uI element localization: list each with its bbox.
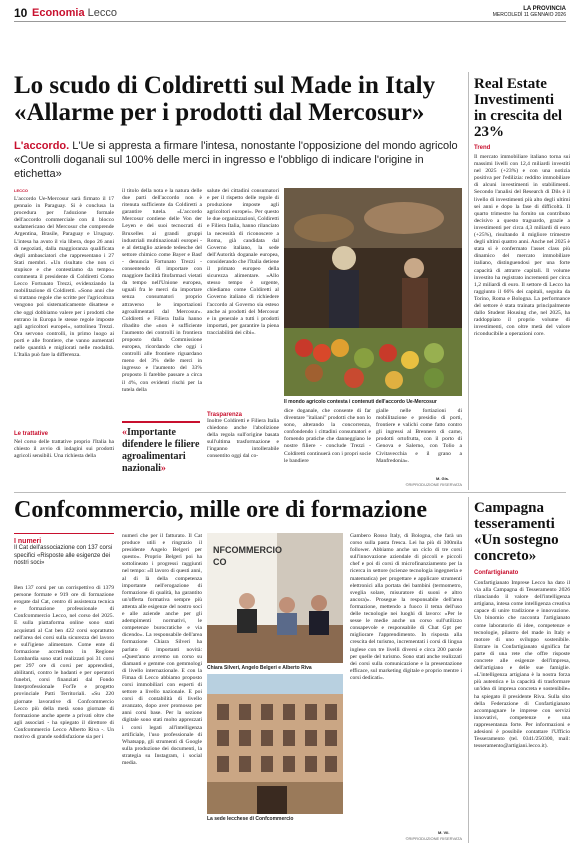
article1-subtitle-trattative: Le trattative <box>14 431 49 437</box>
article1-subhead-text: L'Ue si appresta a firmare l'intesa, nonostante l'opposizione del mondo agricolo «Controlli doganali sul 100% delle merci in ingresso e l'obbligo di indicare l'origine in etichetta» <box>14 140 458 180</box>
page-number: 10 <box>14 6 28 20</box>
sidebar1-text: Il mercato immobiliare italiano torna sui massimi livelli con 12,4 miliardi investiti nel 2025 (+23%) e con una notizia positiva per l'edilizia: reddito immobiliare di alcuni investimenti in stabilimenti. Secondo l'analisi del Research di Dils è il livello di investimenti più alto degli ultimi sei anni e dopo la fase di difficoltà. Il quarto trimestre ha fornito un contributo decisivo a questo traguardo, grazie a investimenti per circa 4,3 miliardi di euro (+25%), risultando il migliore trimestre degli ultimi quattro anni. Anche nel 2025 è stata si è confermato l'asset class più dinamico del mercato immobiliare italiano, distinguendosi per una forte capacità di attrarre capitali. Il volume investito ha registrato incrementi per circa 1,2 miliardi di euro. Il settore di Lecco ha raggiunto il 66% dei capitali, seguita da Torino, Roma e Bologna. La performance del settore è stata trainata principalmente dallo Student Housing che, nel 2025, ha raddoppiato il proprio volume di investimenti, con oltre metà del valore riconducibile a operazioni core. <box>474 154 570 338</box>
section-label <box>32 7 117 19</box>
article2-col1: Ben 137 corsi per un corrispettivo di 1379 persone formate e 919 ore di formazione erogate dal Cat, centro di assistenza tecnica e formazione professionale di Confcommercio Lecco, nel corso del 2025. E sulla piattaforma online sono stati acquistati al Cat ben 422 corsi soprattutto nell'area dei corsi sulla sicurezza del lavoro e sull'igiene alimentare. Come ente di formazione accreditato in Regione Lombardia sono stati realizzati poi 31 corsi per 297 ore di corsi per apprendisti, abilitanti, contro le badanti e per operatori funebri, corsi finanziati dal Fondo Interprofessionale ForTe e progetto provinciale Patti Territoriali. «Su 220 giornate lavorative di Confcommercio Lecco più della metà sono giornate di formazione anche aperte a privati oltre che agli associati - ha spiegato il direttore di Confcommercio Lecco Alberto Riva -. Un motivo di grande soddisfazione sia per i <box>14 585 114 740</box>
numbers-box-text: Il Cat dell'associazione con 137 corsi specifici «Risposte alle esigenze dei nostri soci» <box>14 545 113 566</box>
section-city: Lecco <box>87 7 117 19</box>
market-photo <box>284 188 462 396</box>
article1-col3b-wrap <box>207 412 279 488</box>
article1-headline: Lo scudo di Coldiretti sul Made in Italy «Allarme per i prodotti dal Mercosur» <box>14 72 436 126</box>
article1-subtitle-trasparenza: Trasparenza <box>207 412 243 418</box>
article1-col3: salute dei cittadini consumatori e per il rispetto delle regole di produzione imposte agli agricoltori europei». Per questo le due organizzazioni, Coldiretti e Filiera Italia, hanno rilanciato la necessità di riconoscere a Roma, già candidata dal Governo italiano, la sede dell'Autorità doganale europea, considerando che l'Italia detiene il primato europeo della sicurezza alimentare. «Allo stesso tempo è urgente, chiediamo come Coldiretti al Governo italiano di richiedere l'accordo al Governo sia esteso anche ai prodotti del Mercosur e in generale a tutti i prodotti importati, per garantire la piena tracciabilità dei cibi». <box>207 188 279 336</box>
article2-byline: M. Vil. <box>438 830 450 835</box>
article1-col1: L'accordo Ue-Mercosur sarà firmato il 17 gennaio in Paraguay. Si è conclusa la procedura per l'adozione formale dell'accordo commerciale con il blocco sudamericano del Mercosur che comprende Argentina, Brasile, Paraguay e Uruguay. L'intesa ha avuto il via libera, dopo 26 anni di negoziati, dalla maggioranza qualificata degli ambasciatori che rappresentano i 27 Stati membri. «Un risultato che non ci stupisce e che contestiamo da tempo» commenta il presidente di Coldiretti Como Lecco Fortunato Trezzi, evidenziando la mobilitazione di Coldiretti. «Sono anni che si trattano regole che scritte per l'agricoltura vengono poi sistematicamente disattese e che oggi dobbiamo valere per i prodotti che entrano in Europa le stesse regole imposte agli agricoltori europei», sottolinea Trezzi. Ora servono controlli, in primo luogo ai porti e alle frontiere, che vanno aumentati nelle quantità e migliorati nelle modalità. L'Italia può fare la differenza. <box>14 196 114 359</box>
pull-quote <box>122 421 200 475</box>
article1-col5: gialle nelle fortiazioni di mobilitazione e presidio di porti, frontiere e valichi come fatto contro gli ingressi al Brennero di carne, prodotti ortofrutta, con il porto di Genova e Salerno, con Tolio a Civitavecchia e il grano a Manfredonia». <box>376 408 462 464</box>
sidebar1-title: Real Estate Investimenti in crescita del 23% <box>474 76 563 140</box>
article1-col4: dice doganale, che consente di far diventare "italiani" prodotti che non lo sono, alterando la concorrenza, confondendo i cittadini consumatori e fornendo pratiche che danneggiano le nostre filiere - conclude Trezzi - Coldiretti continuerà con i propri socie le bandiere <box>284 408 371 464</box>
issue-date: MERCOLEDÌ 11 GENNAIO 2026 <box>492 12 566 18</box>
sidebar2-tag: Confartigianato <box>474 570 519 576</box>
numbers-box <box>14 533 114 568</box>
building-illustration <box>207 674 343 814</box>
masthead-title: LA PROVINCIA <box>523 6 566 12</box>
location-tag: LECCO <box>14 188 28 193</box>
article1-col1-end: Nel corso delle trattative proprio l'Italia ha chiesto il avvio di indagini sui prodotti agricoli sensibili. Una richiesta della <box>14 439 114 460</box>
pull-quote-text: Importante difendere le filiere agroalimentari nazionali <box>122 427 200 474</box>
article1-kicker: L'accordo. <box>14 140 70 152</box>
article2-copyright: ©RIPRODUZIONE RISERVATA <box>405 836 462 841</box>
column-divider <box>468 72 469 490</box>
quote-mark: « <box>122 427 127 438</box>
article1-col2: il titolo della nota e la natura delle due parti dell'accordo non è ritenuta sufficiente da Coldiretti a garantire tutela. «L'accordo Mercosur contiene delle Von der Leyen e dei suoi tecnocrati di Bruxelles ai grandi gruppi industriali multinazionali europei - e al dettaglio aziende tedesche del settore chimico come Bayer e Basf - denuncia Fortunato Trezzi - consentendo di importare con maggiore facilità fitofarmaci vietati da tempo nell'Unione europea, uguali fra le merci da importare senza consumatori proprio attraverso le importazioni agroalimentari dal Mercosur». Coldiretti e Filiera Italia hanno ribadito che «non è sufficiente l'aumento dei controlli in frontiera proposto dalla Commissione europea, ricordando che oggi i controlli alle frontiere riguardano meno del 3% delle merci in ingresso e l'aumento del 33% proposto li farebbe passare a circa il 4%, con evidenti rischi per la tutela della <box>122 188 202 393</box>
section-separator <box>14 492 566 493</box>
article2-col4: Gambero Rosso Italy, di Bologna, che farà un corso sulla pasta fresca. Lei ha più di 300mila follower. Abbiamo anche un ciclo di tre corsi sull'innovazione aziendale di piccoli e piccoli chef e poi di corsi di microfinanziamento per la ricerca in settore (scienze tecnologia ingegneria e matematica) per progettare e applicare strumenti elettronici alla portata dei bambini (termometro, sveglia solare, misuratore di suoni e altro ancora)». Prosegue la responsabile dell'area formazione, mettendo a fuoco il tema dell'uso delle tecnologie nei luoghi di lavoro: «Per le sesse le medie anche un corso sull'utilizzo consapevole e responsabile di Chat Gpt per migliorare l'apprendimento. In risposta alla crescita del turismo, incrementati i corsi di lingua inglese con tre livelli diversi e circa 200 parole per quelle del turismo. Sono stati anche realizzati dei corsi sulla comunicazione e la presentazione efficace, sul marketing digitale e proprio mentre i corsi dedicati». <box>350 533 462 681</box>
quote-mark-end: » <box>160 463 166 474</box>
numbers-box-label: I numeri <box>14 538 42 545</box>
article1-copyright: ©RIPRODUZIONE RISERVATA <box>405 482 462 487</box>
article1-col3b: Inoltre Coldiretti e Filiera Italia chiedono anche l'abolizione della regola sull'origine basata sull'ultima trasformazione e l'inganno intollerabile consentito oggi dal co- <box>207 418 279 460</box>
meeting-photo <box>207 533 343 663</box>
photo2-caption: Chiara Silveri, Angelo Belgeri e Alberto Riva <box>207 665 312 671</box>
sidebar2-text: Confartigianato Imprese Lecco ha dato il via alla Campagna di Tesseramento 2026 rilanciando il valore dell'intelligenza artigiana, intesa come intelligenza creativa capace di unire tradizione e innovazione. Un binomio che racconta l'artigianato come laboratorio di idee, competenze e tecnologie, pilastro del made in Italy e motore di uno sviluppo sostenibile. Entrare in Confartigianato significa far parte di una rete che offre risposte concrete alle esigenze dell'impresa, dell'artigiano e delle sue famiglie. «L'intelligenza artigiana è la nostra forza più autentica e la capacità di trasformare un'idea di impresa concreta e sostenibile» ha spiegato il presidente Riva. Sulla sito della Federazione di Confartigianato accompagnare le imprese con servizi innovativi, competenze e una rappresentanza forte. Per informazioni e adesioni è possibile contattare l'Ufficio Tesseramento (tel. 0341/250300, mail: tesseramento@artigiani.lecco.it). <box>474 580 570 750</box>
page-header <box>14 6 566 22</box>
section-name: Economia <box>32 7 85 19</box>
building-photo <box>207 674 343 814</box>
market-illustration <box>284 188 462 396</box>
photo-sign-line1: NFCOMMERCIO <box>213 545 282 555</box>
sidebar1-tag: Trend <box>474 145 491 151</box>
photo3-caption: La sede lecchese di Confcommercio <box>207 816 294 822</box>
article2-headline: Confcommercio, mille ore di formazione <box>14 497 427 523</box>
article1-byline: M. Gis. <box>436 476 450 481</box>
photo-sign-line2: CO <box>213 557 227 567</box>
article2-col2: numeri che per il fatturato. Il Cat produce utili e ringrazio il presidente Angelo Belgeri per questo». Proprio Belgeri poi ha sottolineato i progressi raggiunti nel tempo: «Il lavoro di questi anni, al di là della competenza importante nell'erogazione di formazione di qualità, ha garantito un'offerta formativa sempre più attenta alle esigenze del nostro soci e alle aziende anche per gli adempimenti normativi, le competenze burocratiche e via dicendo». La responsabile dell'area formazione Chiara Silveri ha parlato di importanti novità: «Quest'anno avremo un corso su diamanti e gemme con gemmologi di livello internazionale. E con la Fimaa di Lecco abbiamo proposto corsi immobiliari con esperti di settore a livello nazionale. E poi corsi di contabilità di livello avanzato, dopo aver promosso per anni corsi base. Per la sezione digitale sono stati molto apprezzati i corsi legati all'intelligenza artificiale, l'uso professionale di Whatsapp, gli strumenti di Google sulla produzione dei documenti, la strategia su Instagram, i social media. <box>122 533 202 766</box>
column-divider-2 <box>468 497 469 843</box>
article1-subhead <box>14 139 462 181</box>
photo1-caption: Il mondo agricolo contesta i contenuti dell'accordo Ue-Mercosur <box>284 399 437 405</box>
masthead <box>493 6 566 18</box>
sidebar2-title: Campagna tesseramenti «Un sostegno concreto» <box>474 500 559 564</box>
